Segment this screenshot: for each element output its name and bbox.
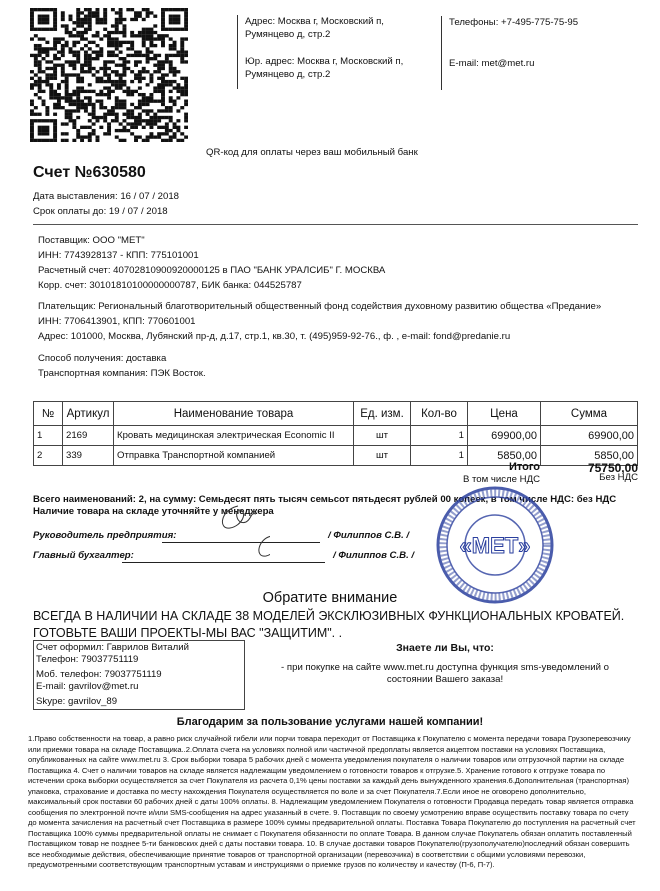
due-date: Срок оплаты до: 19 / 07 / 2018	[33, 206, 168, 217]
total-label: Итого	[508, 461, 540, 473]
thanks-message: Благодарим за пользование услугами нашей компании!	[176, 716, 484, 728]
manager-contact-box: Счет оформил: Гаврилов Виталий Телефон: 79037751119 Моб. телефон: 79037751119 E-mail: gavrilov@met.ru Skype: gavrilov_89	[33, 640, 245, 710]
notice-text: ВСЕГДА В НАЛИЧИИ НА СКЛАДЕ 38 МОДЕЛЕЙ ЭКСКЛЮЗИВНЫХ ФУНКЦИОНАЛЬНЫХ КРОВАТЕЙ. ГОТОВЬТЕ ВАШИ ПРОЕКТЫ-МЫ ВАС "ЗАЩИТИМ". .	[33, 609, 625, 640]
cell: шт	[354, 446, 411, 466]
accountant-label: Главный бухгалтер:	[33, 550, 134, 561]
vat-value: Без НДС	[599, 472, 638, 483]
stamp-text: «МЕТ»	[459, 533, 531, 558]
table-row	[34, 426, 638, 446]
company-phones: Телефоны: +7-495-775-75-95	[449, 17, 579, 28]
total-value: 75750,00	[587, 461, 638, 475]
qr-caption: QR-код для оплаты через ваш мобильный банк	[206, 147, 418, 158]
cell: 2	[34, 446, 63, 466]
vat-label: В том числе НДС	[462, 474, 540, 485]
table-row	[34, 446, 638, 466]
terms-text: 1.Право собственности на товар, а равно риск случайной гибели или порчи товара переходит от Поставщика к Покупателю с момента передачи товара Грузоперевозчику или приемки товара на складе Поставщика..2.Оплата счета на условиях полной или частичной предоплаты является акцептом поставки на условиях Поставщика, опубликованных на сайте www.met.ru 3. Срок выборки товара 5 рабочих дней с момента уведомления покупателя о наличии товаров или отгрузочной партии на складе Поставщика 4. Счет о наличии товаров на складе является надлежащим уведомлением о готовности товаров к отгрузке.5. Хранение готового к отгрузке товара по истечении срока выборки осуществляется за счет Покупателя из расчета 0,1% цены поставки за каждый день вынужденного хранения.6.Дополнительная (транспортная) упаковка, страхование и доставка по месту нахождения Покупателя осуществляется по воле и за счет Покупателя.7.Если иное не оговорено дополнительно, максимальный срок поставки 60 рабочих дней с даты 100% оплаты. 8. Надлежащим уведомлением Покупателя о готовности Продавца передать товар является отправка сообщения по электронной почте и/или SMS-сообщения на адрес указанный в счете. 9. Поставщик по своему усмотрению вправе осуществить поставку товара по счету до момента зачисления на расчетный счет Поставщика в размере 100% суммы предварительной оплаты. Поставка Товара Покупателю до поступления на расчетный счет Поставщика 100% суммы предварительной оплаты не снимает с Покупателя обязанности по оплате Товара. В данном случае Покупатель обязан оплатить поставленный Поставщиком товар не позднее 5-ти банковских дней с даты поставки товара. 10. В случае доставки товаров Покупателю(грузополучателю)последний обязан совершить все необходимые действия, обеспечивающие принятие товаров от транспортной организации (перевозчика) в соответствии с общими условиями перевозки, предусмотренными соответствующим транспортным уставам и инструкциями о приемке грузов по количеству и качеству (П-6, П-7).	[28, 734, 636, 869]
cell: 1	[411, 446, 468, 466]
cell: 5850,00	[541, 446, 638, 466]
cell: 1	[411, 426, 468, 446]
qr-code-image	[30, 8, 188, 142]
company-email: E-mail: met@met.ru	[449, 58, 535, 69]
column-header: Артикул	[63, 402, 114, 426]
cell: 5850,00	[468, 446, 541, 466]
divider	[237, 15, 238, 89]
cell: 69900,00	[541, 426, 638, 446]
issue-date: Дата выставления: 16 / 07 / 2018	[33, 191, 179, 202]
signature-image	[190, 500, 270, 570]
director-name: / Филиппов С.В. /	[328, 530, 410, 541]
cell: Отправка Транспортной компанией	[114, 446, 354, 466]
cell: 69900,00	[468, 426, 541, 446]
invoice-title: Счет №630580	[33, 164, 146, 181]
cell: 2169	[63, 426, 114, 446]
cell: 339	[63, 446, 114, 466]
column-header: Кол-во	[411, 402, 468, 426]
column-header: №	[34, 402, 63, 426]
column-header: Сумма	[541, 402, 638, 426]
company-legal-address: Юр. адрес: Москва г, Московский п, Румянцево д, стр.2	[245, 56, 404, 80]
summary-block: Всего наименований: 2, на сумму: Семьдесят пять тысяч семьсот пятьдесят рублей 00 копеек, в том числе НДС: без НДС Наличие товара на складе уточняйте у менеджера	[33, 494, 617, 517]
company-stamp	[435, 485, 555, 605]
cell: шт	[354, 426, 411, 446]
company-address: Адрес: Москва г, Московский п, Румянцево д, стр.2	[245, 16, 384, 40]
payer-block: Плательщик: Региональный благотворительный общественный фонд содействия духовному развитию общества «Предание» ИНН: 7706413901, КПП: 770601001 Адрес: 101000, Москва, Лубянский пр-д, д.17, стр.1, кв.30, т. (495)959-92-76., ф. , e-mail: fond@predanie.ru	[38, 301, 602, 342]
director-label: Руководитель предприятия:	[33, 530, 177, 541]
column-header: Наименование товара	[114, 402, 354, 426]
column-header: Ед. изм.	[354, 402, 411, 426]
supplier-block: Поставщик: ООО "МЕТ" ИНН: 7743928137 - КПП: 775101001 Расчетный счет: 40702810900920000125 в ПАО "БАНК УРАЛСИБ" Г. МОСКВА Корр. счет: 30101810100000000787, БИК банка: 044525787	[38, 235, 386, 291]
table-header-row	[34, 402, 638, 426]
items-table	[33, 401, 638, 466]
column-header: Цена	[468, 402, 541, 426]
delivery-block: Способ получения: доставка Транспортная компания: ПЭК Восток.	[38, 353, 206, 379]
divider	[33, 224, 638, 225]
cell: 1	[34, 426, 63, 446]
tip-text: - при покупке на сайте www.met.ru доступна функция sms-уведомлений о состоянии Вашего заказа!	[281, 662, 609, 685]
tip-title: Знаете ли Вы, что:	[396, 642, 494, 654]
divider	[441, 16, 442, 90]
cell: Кровать медицинская электрическая Economic II	[114, 426, 354, 446]
accountant-name: / Филиппов С.В. /	[333, 550, 415, 561]
notice-title: Обратите внимание	[262, 590, 398, 606]
